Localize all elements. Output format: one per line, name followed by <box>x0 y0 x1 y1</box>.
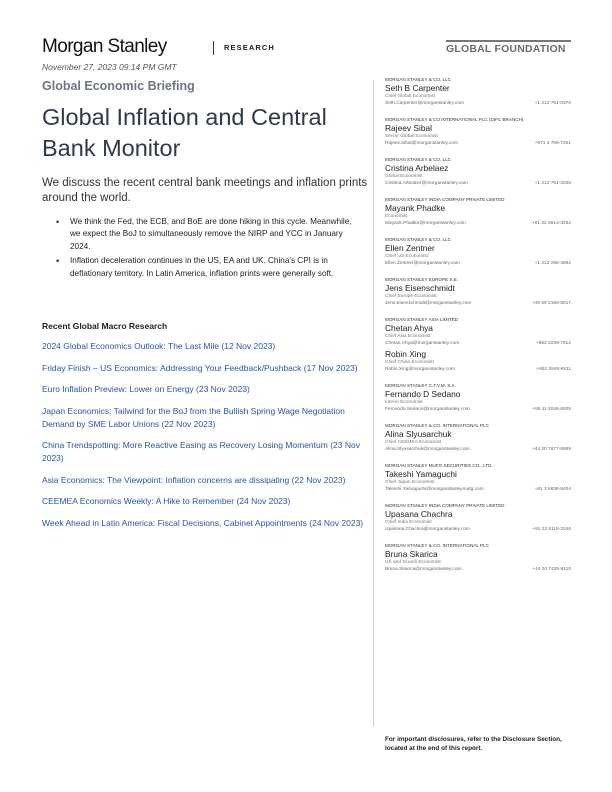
contributor-name: Mayank Phadke <box>385 203 446 213</box>
contributor-title: Chief India Economist <box>385 520 432 525</box>
contributors-list <box>385 77 573 583</box>
research-link[interactable]: Friday Finish – US Economics: Addressing Your Feedback/Pushback (17 Nov 2023) <box>42 362 358 373</box>
contributor-name: Upasana Chachra <box>385 509 453 519</box>
contributor-phone: +91 22 6814-3452 <box>531 220 571 226</box>
contributor <box>385 503 571 533</box>
contributor-email[interactable]: Rajeev.Sibal@morganstanley.com <box>385 140 458 146</box>
contributor-email[interactable]: Chetan.Ahya@morganstanley.com <box>385 340 460 346</box>
contributor <box>385 77 571 107</box>
contributor-phone: +852 2239-7812 <box>535 340 571 346</box>
contributor-firm: MORGAN STANLEY & CO. LLC <box>385 237 451 242</box>
contributor-email[interactable]: Jens.Eisenschmidt@morganstanley.com <box>385 300 472 306</box>
contributor-phone: +1 212 296-4882 <box>534 260 571 266</box>
recent-research-heading: Recent Global Macro Research <box>42 321 168 331</box>
contributor-phone: +91 22 6118-2246 <box>532 526 571 532</box>
contributor-firm: MORGAN STANLEY & CO. INTERNATIONAL PLC <box>385 543 489 548</box>
research-label: RESEARCH <box>224 43 275 52</box>
contributor-email[interactable]: Ellen.Zentner@morganstanley.com <box>385 260 460 266</box>
contributor-title: Global Economist <box>385 174 423 179</box>
contributor <box>385 117 571 147</box>
contributor-phone: +1 212 761-0370 <box>534 100 571 106</box>
contributor <box>385 543 571 573</box>
contributor-title: Chief Asia Economist <box>385 334 431 339</box>
contributor <box>385 197 571 227</box>
column-divider <box>373 80 374 726</box>
contributor-phone: +55 11 3048-6505 <box>532 406 571 412</box>
foundation-divider <box>446 40 571 42</box>
contributor-firm: MORGAN STANLEY ASIA LIMITED <box>385 317 459 322</box>
contributor-firm: MORGAN STANLEY EUROPE S.E. <box>385 277 459 282</box>
contributor-name: Rajeev Sibal <box>385 123 433 133</box>
contributor-firm: MORGAN STANLEY C.T.V.M. S.A. <box>385 383 456 388</box>
contributor-firm: MORGAN STANLEY MUFG SECURITIES CO., LTD. <box>385 463 493 468</box>
research-link[interactable]: CEEMEA Economics Weekly: A Hike to Remember (24 Nov 2023) <box>42 496 291 506</box>
research-link[interactable]: Week Ahead in Latin America: Fiscal Decisions, Cabinet Appointments (24 Nov 2023) <box>42 517 364 528</box>
contributor <box>385 349 571 373</box>
contributor <box>385 463 571 493</box>
contributor-email[interactable]: Upasana.Chachra@morganstanley.com <box>385 526 471 532</box>
contributor-name: Cristina Arbelaez <box>385 163 449 173</box>
contributor <box>385 317 571 347</box>
contributor <box>385 423 571 453</box>
contributor-firm: MORGAN STANLEY INDIA COMPANY PRIVATE LIMITED <box>385 503 505 508</box>
contributor <box>385 277 571 307</box>
recent-research-links <box>42 340 364 538</box>
contributor-firm: MORGAN STANLEY & CO INTERNATIONAL PLC (DIFC BRANCH) <box>385 117 524 122</box>
contributor-phone: +81 3 6836-5404 <box>534 486 571 492</box>
contributor-email[interactable]: Mayank.Phadke@morganstanley.com <box>385 220 466 226</box>
research-link[interactable]: Japan Economics: Tailwind for the BoJ from the Bullish Spring Wage Negotiation Demand by SME Labor Unions (22 Nov 2023) <box>42 405 345 429</box>
contributor-name: Takeshi Yamaguchi <box>385 469 457 479</box>
contributor-title: Chief Japan Economist <box>385 480 435 485</box>
contributor-name: Fernando D Sedano <box>385 389 461 399</box>
contributor-firm: MORGAN STANLEY & CO. LLC <box>385 157 451 162</box>
contributor-email[interactable]: Cristina.Arbelaez@morganstanley.com <box>385 180 468 186</box>
contributor-name: Ellen Zentner <box>385 243 435 253</box>
contributor-title: Chief CEEMEA Economist <box>385 440 442 445</box>
contributor <box>385 157 571 187</box>
research-link[interactable]: Asia Economics: The Viewpoint: Inflation concerns are dissipating (22 Nov 2023) <box>42 474 346 485</box>
report-date: November 27, 2023 09:14 PM GMT <box>42 62 177 72</box>
contributor-email[interactable]: Takeshi.Yamaguchi@morganstanleymufg.com <box>385 486 484 492</box>
contributor-title: Chief US Economist <box>385 254 428 259</box>
contributor <box>385 237 571 267</box>
contributor-firm: MORGAN STANLEY & CO. LLC <box>385 77 451 82</box>
disclosure-note: For important disclosures, refer to the Disclosure Section, located at the end of this report. <box>385 736 562 752</box>
contributor-title: Chief Europe Economist <box>385 294 437 299</box>
report-title: Global Inflation and Central Bank Monitor <box>42 104 327 161</box>
foundation-label: GLOBAL FOUNDATION <box>446 43 566 55</box>
contributor-title: UK and Scandi Economist <box>385 560 441 565</box>
contributor-title: Chief China Economist <box>385 360 434 365</box>
contributor-phone: +1 212 761-2045 <box>534 180 571 186</box>
contributor-title: Senior Global Economist <box>385 134 438 139</box>
logo-divider <box>213 41 214 55</box>
contributor-name: Alina Slyusarchuk <box>385 429 452 439</box>
report-summary: We discuss the recent central bank meetings and inflation prints around the world. <box>42 177 368 204</box>
contributor-firm: MORGAN STANLEY & CO. INTERNATIONAL PLC <box>385 423 489 428</box>
contributor-name: Bruna Skarica <box>385 549 438 559</box>
contributor-phone: +852 2848-6511 <box>536 366 571 372</box>
contributor-phone: +44 20 7677-6869 <box>531 446 571 452</box>
contributor-name: Chetan Ahya <box>385 323 433 333</box>
contributor-firm: MORGAN STANLEY INDIA COMPANY PRIVATE LIMITED <box>385 197 505 202</box>
contributor-name: Robin Xing <box>385 349 426 359</box>
contributor-email[interactable]: Bruna.Skarica@morganstanley.com <box>385 566 462 572</box>
key-points-list <box>56 216 358 282</box>
research-link[interactable]: China Trendspotting: More Reactive Easing as Recovery Losing Momentum (23 Nov 2023) <box>42 440 360 463</box>
research-link[interactable]: Euro Inflation Preview: Lower on Energy (23 Nov 2023) <box>42 384 250 394</box>
contributor <box>385 383 571 413</box>
contributor-name: Seth B Carpenter <box>385 83 450 93</box>
section-heading: Global Economic Briefing <box>42 79 195 93</box>
contributor-phone: +44 20 7425-9110 <box>532 566 571 572</box>
contributor-email[interactable]: Robin.Xing@morganstanley.com <box>385 366 455 372</box>
key-point: • Inflation deceleration continues in the US, EA and UK. China's CPI is in deflationary territory. In Latin America, inflation prints were generally soft. <box>56 255 358 280</box>
contributor-title: Economist <box>385 214 408 219</box>
contributor-email[interactable]: Alina.Slyusarchuk@morganstanley.com <box>385 446 470 452</box>
morgan-stanley-logo: Morgan Stanley <box>42 36 167 57</box>
contributor-phone: +49 69 2166-8017 <box>531 300 571 306</box>
contributor-title: Chief Global Economist <box>385 94 436 99</box>
research-link[interactable]: 2024 Global Economics Outlook: The Last Mile (12 Nov 2023) <box>42 341 276 351</box>
contributor-phone: +971 4 709-7201 <box>534 140 571 146</box>
contributor-email[interactable]: Seth.Carpenter@morganstanley.com <box>385 100 464 106</box>
contributor-email[interactable]: Fernando.Sedano@morganstanley.com <box>385 406 470 412</box>
key-point: • We think the Fed, the ECB, and BoE are done hiking in this cycle. Meanwhile, we expect the BoJ to simultaneously remove the NIRP and YCC in January 2024. <box>56 216 358 253</box>
contributor-name: Jens Eisenschmidt <box>385 283 455 293</box>
contributor-title: LatAm Economist <box>385 400 423 405</box>
